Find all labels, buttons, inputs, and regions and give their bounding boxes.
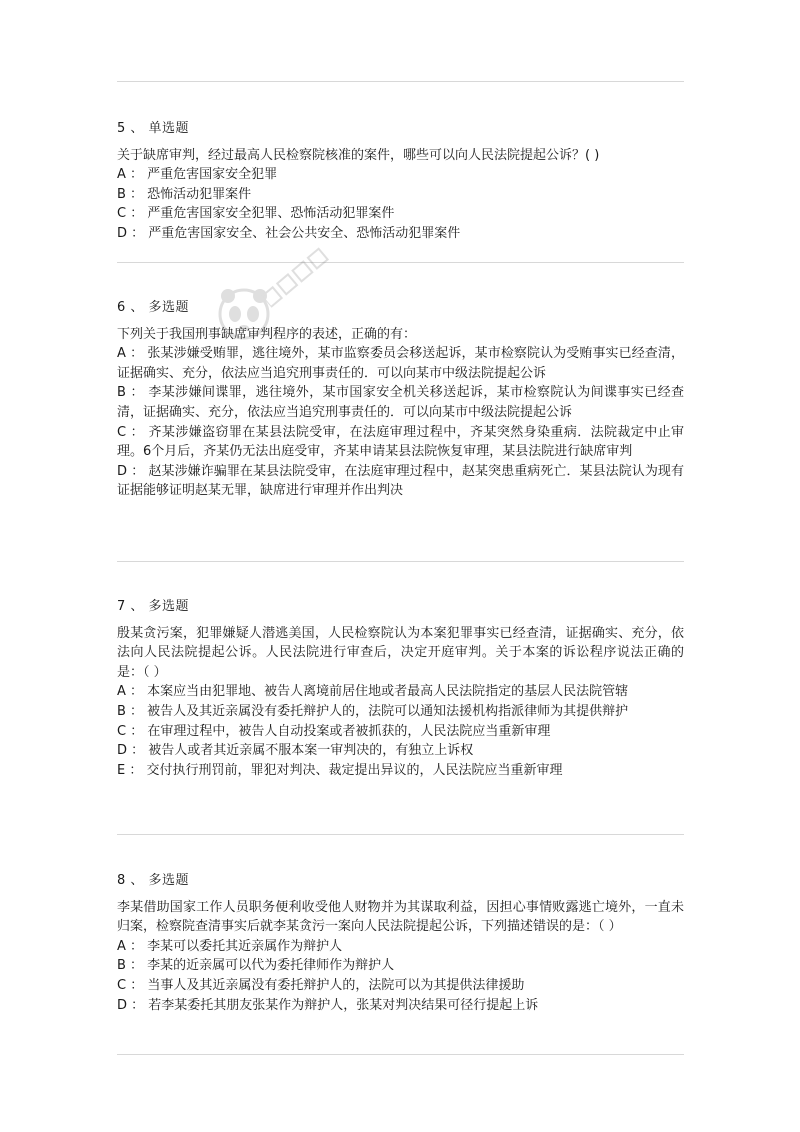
option-b: B ： 李某的近亲属可以代为委托律师作为辩护人	[117, 958, 395, 974]
question-header: 7 、 多选题	[117, 599, 190, 614]
question-5	[117, 119, 684, 244]
separator	[117, 1054, 684, 1055]
option-a: A ： 李某可以委托其近亲属作为辩护人	[117, 938, 343, 954]
option-c: C ： 在审理过程中，被告人自动投案或者被抓获的，人民法院应当重新审理	[117, 723, 551, 739]
question-8	[117, 871, 684, 1015]
option-b: B ： 被告人及其近亲属没有委托辩护人的，法院可以通知法援机构指派律师为其提供辩护	[117, 703, 629, 719]
option-c: C ： 齐某涉嫌盗窃罪在某县法院受审，在法庭审理过程中，齐某突然身染重病．法院裁定中止审理。6个月后，齐某仍无法出庭受审，齐某申请某县法院恢复审理，某县法院进行缺席审判	[117, 424, 684, 460]
question-stem: 下列关于我国刑事缺席审判程序的表述，正确的有：	[117, 326, 417, 342]
option-d: D ： 赵某涉嫌诈骗罪在某县法院受审，在法庭审理过程中，赵某突患重病死亡．某县法院认为现有证据能够证明赵某无罪，缺席进行审理并作出判决	[117, 463, 684, 499]
question-7	[117, 597, 684, 780]
separator	[117, 561, 684, 562]
question-header: 6 、 多选题	[117, 300, 190, 315]
question-6	[117, 298, 684, 501]
question-stem: 关于缺席审判，经过最高人民检察院核准的案件，哪些可以向人民法院提起公诉？( )	[117, 147, 600, 163]
question-header: 5 、 单选题	[117, 121, 190, 136]
separator	[117, 81, 684, 82]
option-c: C ： 当事人及其近亲属没有委托辩护人的，法院可以为其提供法律援助	[117, 977, 525, 993]
option-d: D ： 严重危害国家安全、社会公共安全、恐怖活动犯罪案件	[117, 225, 461, 241]
separator	[117, 834, 684, 835]
question-stem: 李某借助国家工作人员职务便利收受他人财物并为其谋取利益，因担心事情败露逃亡境外，一直未归案，检察院查清事实后就李某贪污一案向人民法院提起公诉，下列描述错误的是：（ ）	[117, 899, 684, 935]
option-c: C ： 严重危害国家安全犯罪、恐怖活动犯罪案件	[117, 206, 395, 222]
option-a: A ： 严重危害国家安全犯罪	[117, 167, 278, 183]
separator	[117, 262, 684, 263]
option-a: A ： 张某涉嫌受贿罪，逃往境外，某市监察委员会移送起诉，某市检察院认为受贿事实已经查清，证据确实、充分，依法应当追究刑事责任的．可以向某市中级法院提起公诉	[117, 346, 684, 381]
option-d: D ： 若李某委托其朋友张某作为辩护人，张某对判决结果可径行提起上诉	[117, 997, 539, 1013]
option-b: B ： 李某涉嫌间谍罪，逃往境外，某市国家安全机关移送起诉，某市检察院认为间谍事实已经查清，证据确实、充分，依法应当追究刑事责任的．可以向某市中级法院提起公诉	[117, 385, 684, 420]
question-stem: 殷某贪污案，犯罪嫌疑人潜逃美国，人民检察院认为本案犯罪事实已经查清，证据确实、充分，依法向人民法院提起公诉。人民法院进行审查后，决定开庭审判。关于本案的诉讼程序说法正确的是：（ ）	[117, 625, 684, 680]
question-header: 8 、 多选题	[117, 873, 190, 888]
option-d: D ： 被告人或者其近亲属不服本案一审判决的，有独立上诉权	[117, 743, 474, 759]
option-e: E ： 交付执行刑罚前，罪犯对判决、裁定提出异议的，人民法院应当重新审理	[117, 762, 563, 778]
option-b: B ： 恐怖活动犯罪案件	[117, 186, 252, 202]
option-a: A ： 本案应当由犯罪地、被告人离境前居住地或者最高人民法院指定的基层人民法院管辖	[117, 684, 629, 700]
